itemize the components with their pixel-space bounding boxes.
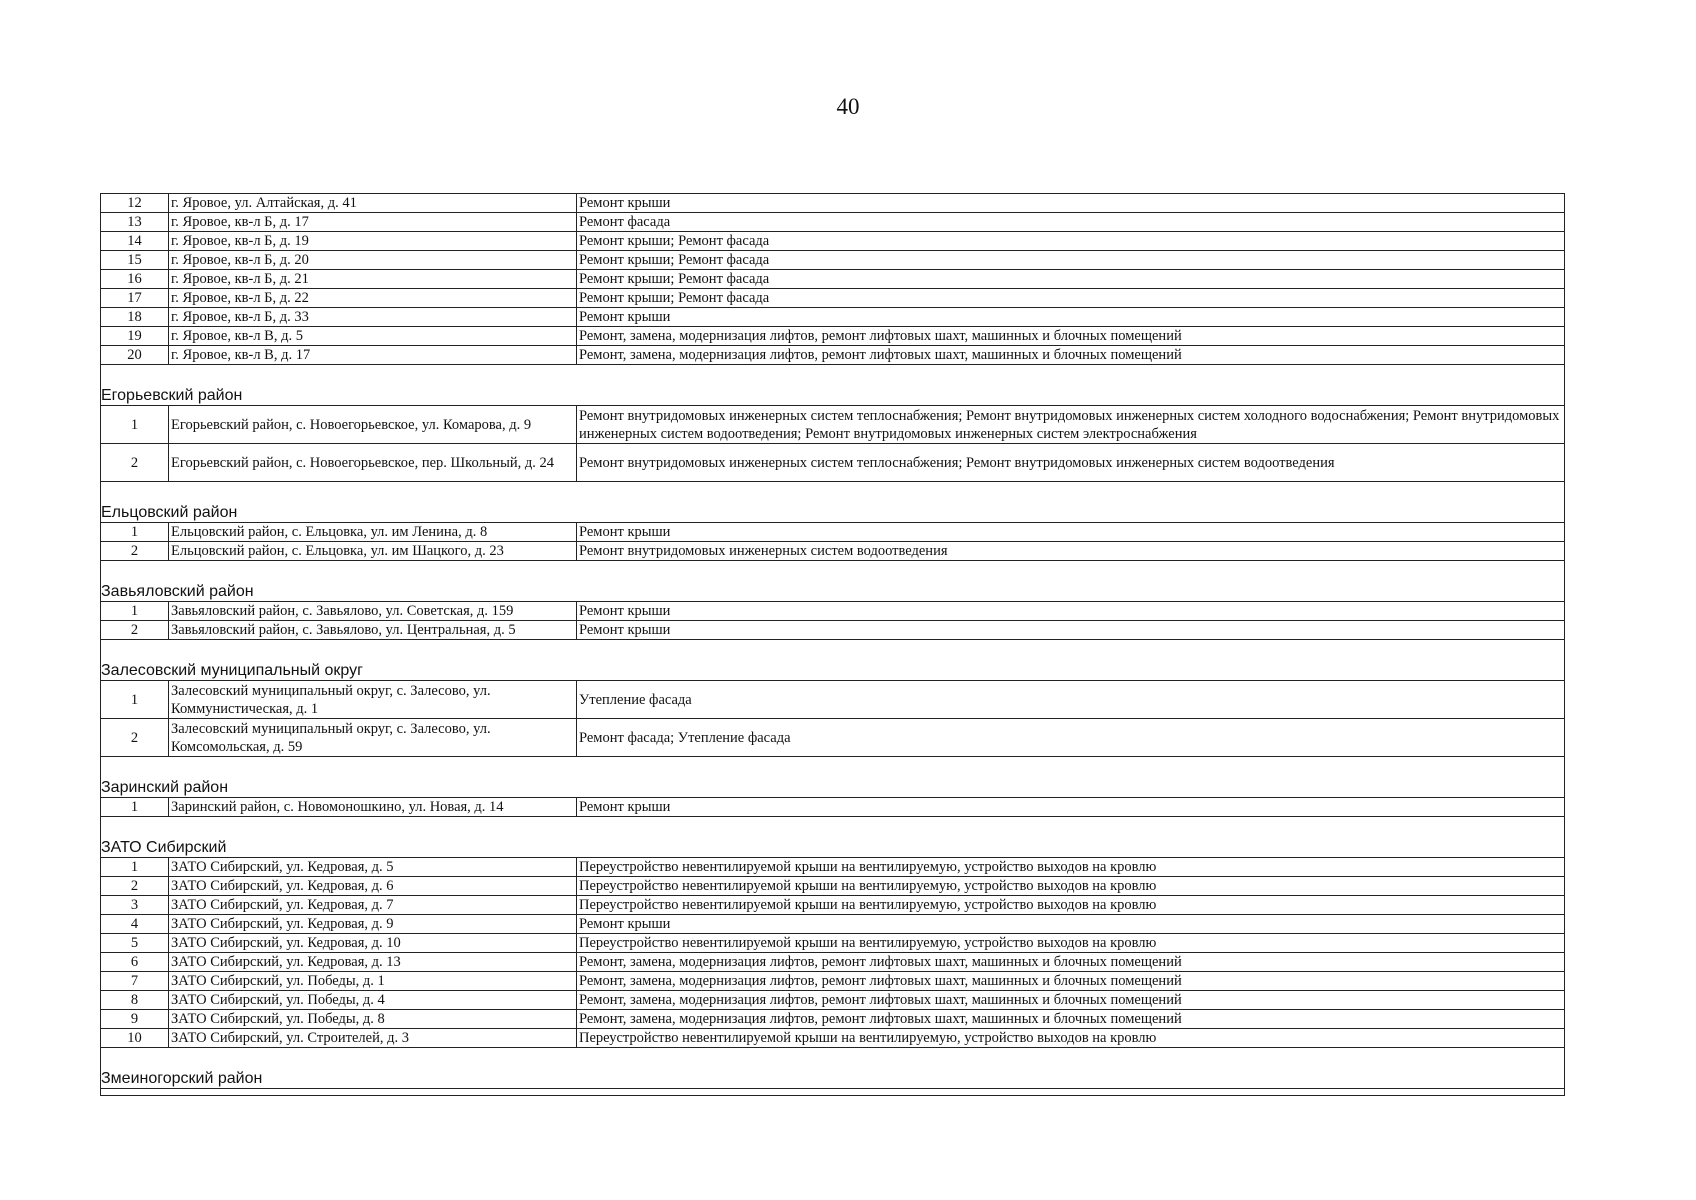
table-row [101, 289, 1565, 308]
row-address: ЗАТО Сибирский, ул. Кедровая, д. 5 [169, 858, 577, 877]
table-row [101, 877, 1565, 896]
spacer-cell [101, 1048, 1565, 1069]
table-row [101, 251, 1565, 270]
section-heading: ЗАТО Сибирский [101, 837, 1565, 858]
section-heading: Змеиногорский район [101, 1068, 1565, 1089]
row-address: ЗАТО Сибирский, ул. Кедровая, д. 6 [169, 877, 577, 896]
spacer-cell [101, 757, 1565, 778]
spacer-cell [101, 365, 1565, 386]
row-address: ЗАТО Сибирский, ул. Строителей, д. 3 [169, 1029, 577, 1048]
table-row [101, 194, 1565, 213]
row-address: ЗАТО Сибирский, ул. Кедровая, д. 13 [169, 953, 577, 972]
row-work-type: Ремонт крыши [577, 194, 1565, 213]
row-address: Егорьевский район, с. Новоегорьевское, пер. Школьный, д. 24 [169, 444, 577, 482]
row-work-type: Ремонт, замена, модернизация лифтов, ремонт лифтовых шахт, машинных и блочных помещений [577, 346, 1565, 365]
section-spacer [101, 482, 1565, 503]
section-spacer [101, 1048, 1565, 1069]
row-work-type: Ремонт крыши; Ремонт фасада [577, 251, 1565, 270]
row-number: 1 [101, 798, 169, 817]
row-number: 14 [101, 232, 169, 251]
row-work-type: Ремонт крыши; Ремонт фасада [577, 289, 1565, 308]
row-number: 12 [101, 194, 169, 213]
table-row [101, 1029, 1565, 1048]
table-row [101, 991, 1565, 1010]
table-row [101, 934, 1565, 953]
row-work-type: Переустройство невентилируемой крыши на вентилируемую, устройство выходов на кровлю [577, 877, 1565, 896]
table-end-row [101, 1089, 1565, 1096]
table-row [101, 308, 1565, 327]
repair-list-table [100, 193, 1565, 1096]
row-address: Залесовский муниципальный округ, с. Залесово, ул. Коммунистическая, д. 1 [169, 681, 577, 719]
row-address: ЗАТО Сибирский, ул. Победы, д. 1 [169, 972, 577, 991]
table-row [101, 406, 1565, 444]
table-body [101, 194, 1565, 1096]
section-heading-row [101, 385, 1565, 406]
row-number: 2 [101, 877, 169, 896]
row-number: 1 [101, 602, 169, 621]
row-address: Ельцовский район, с. Ельцовка, ул. им Ленина, д. 8 [169, 523, 577, 542]
row-address: г. Яровое, кв-л Б, д. 33 [169, 308, 577, 327]
row-address: г. Яровое, кв-л Б, д. 20 [169, 251, 577, 270]
row-address: г. Яровое, кв-л В, д. 5 [169, 327, 577, 346]
row-address: ЗАТО Сибирский, ул. Победы, д. 8 [169, 1010, 577, 1029]
row-work-type: Ремонт внутридомовых инженерных систем водоотведения [577, 542, 1565, 561]
section-heading-row [101, 1068, 1565, 1089]
row-work-type: Ремонт, замена, модернизация лифтов, ремонт лифтовых шахт, машинных и блочных помещений [577, 991, 1565, 1010]
section-heading: Залесовский муниципальный округ [101, 660, 1565, 681]
row-address: г. Яровое, кв-л Б, д. 21 [169, 270, 577, 289]
row-work-type: Ремонт крыши [577, 621, 1565, 640]
row-address: Завьяловский район, с. Завьялово, ул. Центральная, д. 5 [169, 621, 577, 640]
row-work-type: Ремонт, замена, модернизация лифтов, ремонт лифтовых шахт, машинных и блочных помещений [577, 1010, 1565, 1029]
page-number: 40 [836, 94, 860, 119]
section-heading-row [101, 502, 1565, 523]
row-address: г. Яровое, кв-л В, д. 17 [169, 346, 577, 365]
row-address: ЗАТО Сибирский, ул. Кедровая, д. 10 [169, 934, 577, 953]
row-number: 19 [101, 327, 169, 346]
row-number: 8 [101, 991, 169, 1010]
table-row [101, 213, 1565, 232]
row-number: 4 [101, 915, 169, 934]
row-number: 20 [101, 346, 169, 365]
row-number: 1 [101, 681, 169, 719]
table-row [101, 972, 1565, 991]
row-number: 15 [101, 251, 169, 270]
table-row [101, 346, 1565, 365]
row-work-type: Переустройство невентилируемой крыши на вентилируемую, устройство выходов на кровлю [577, 858, 1565, 877]
section-heading: Заринский район [101, 777, 1565, 798]
row-address: ЗАТО Сибирский, ул. Победы, д. 4 [169, 991, 577, 1010]
table-row [101, 327, 1565, 346]
row-work-type: Ремонт крыши; Ремонт фасада [577, 232, 1565, 251]
row-number: 2 [101, 719, 169, 757]
table-row [101, 444, 1565, 482]
row-work-type: Переустройство невентилируемой крыши на вентилируемую, устройство выходов на кровлю [577, 896, 1565, 915]
row-work-type: Ремонт крыши [577, 523, 1565, 542]
row-number: 2 [101, 444, 169, 482]
row-number: 18 [101, 308, 169, 327]
row-address: г. Яровое, ул. Алтайская, д. 41 [169, 194, 577, 213]
row-number: 7 [101, 972, 169, 991]
row-work-type: Ремонт крыши [577, 308, 1565, 327]
table-row [101, 896, 1565, 915]
row-number: 1 [101, 406, 169, 444]
section-spacer [101, 640, 1565, 661]
section-heading: Ельцовский район [101, 502, 1565, 523]
row-address: Залесовский муниципальный округ, с. Залесово, ул. Комсомольская, д. 59 [169, 719, 577, 757]
row-number: 6 [101, 953, 169, 972]
table-row [101, 719, 1565, 757]
row-work-type: Утепление фасада [577, 681, 1565, 719]
section-spacer [101, 561, 1565, 582]
row-work-type: Ремонт фасада; Утепление фасада [577, 719, 1565, 757]
row-address: Егорьевский район, с. Новоегорьевское, ул. Комарова, д. 9 [169, 406, 577, 444]
row-work-type: Переустройство невентилируемой крыши на вентилируемую, устройство выходов на кровлю [577, 934, 1565, 953]
spacer-cell [101, 817, 1565, 838]
row-address: г. Яровое, кв-л Б, д. 22 [169, 289, 577, 308]
row-work-type: Переустройство невентилируемой крыши на вентилируемую, устройство выходов на кровлю [577, 1029, 1565, 1048]
row-work-type: Ремонт, замена, модернизация лифтов, ремонт лифтовых шахт, машинных и блочных помещений [577, 327, 1565, 346]
row-address: ЗАТО Сибирский, ул. Кедровая, д. 7 [169, 896, 577, 915]
row-number: 1 [101, 523, 169, 542]
table-row [101, 1010, 1565, 1029]
table-row [101, 270, 1565, 289]
table-row [101, 542, 1565, 561]
table-row [101, 602, 1565, 621]
section-heading-row [101, 581, 1565, 602]
row-address: ЗАТО Сибирский, ул. Кедровая, д. 9 [169, 915, 577, 934]
row-address: Ельцовский район, с. Ельцовка, ул. им Шацкого, д. 23 [169, 542, 577, 561]
row-number: 5 [101, 934, 169, 953]
row-work-type: Ремонт, замена, модернизация лифтов, ремонт лифтовых шахт, машинных и блочных помещений [577, 953, 1565, 972]
row-number: 2 [101, 621, 169, 640]
row-number: 3 [101, 896, 169, 915]
table-row [101, 953, 1565, 972]
row-work-type: Ремонт крыши; Ремонт фасада [577, 270, 1565, 289]
row-address: Заринский район, с. Новомоношкино, ул. Новая, д. 14 [169, 798, 577, 817]
row-number: 10 [101, 1029, 169, 1048]
row-work-type: Ремонт крыши [577, 602, 1565, 621]
section-heading: Егорьевский район [101, 385, 1565, 406]
table-row [101, 858, 1565, 877]
section-heading-row [101, 777, 1565, 798]
row-address: Завьяловский район, с. Завьялово, ул. Советская, д. 159 [169, 602, 577, 621]
row-number: 2 [101, 542, 169, 561]
row-number: 1 [101, 858, 169, 877]
table-row [101, 232, 1565, 251]
section-spacer [101, 817, 1565, 838]
table-row [101, 798, 1565, 817]
row-work-type: Ремонт, замена, модернизация лифтов, ремонт лифтовых шахт, машинных и блочных помещений [577, 972, 1565, 991]
spacer-cell [101, 482, 1565, 503]
table-row [101, 523, 1565, 542]
row-address: г. Яровое, кв-л Б, д. 19 [169, 232, 577, 251]
row-number: 17 [101, 289, 169, 308]
spacer-cell [101, 640, 1565, 661]
row-work-type: Ремонт крыши [577, 798, 1565, 817]
end-cell [101, 1089, 1565, 1096]
row-number: 13 [101, 213, 169, 232]
spacer-cell [101, 561, 1565, 582]
row-work-type: Ремонт внутридомовых инженерных систем теплоснабжения; Ремонт внутридомовых инженерных систем холодного водоснабжения; Ремонт внутридомовых инженерных систем водоотведения; Ремонт внутридомовых инженерных систем электроснабжения [577, 406, 1565, 444]
table-row [101, 915, 1565, 934]
row-work-type: Ремонт внутридомовых инженерных систем теплоснабжения; Ремонт внутридомовых инженерных систем водоотведения [577, 444, 1565, 482]
table-row [101, 681, 1565, 719]
section-spacer [101, 365, 1565, 386]
section-heading: Завьяловский район [101, 581, 1565, 602]
section-spacer [101, 757, 1565, 778]
section-heading-row [101, 837, 1565, 858]
row-number: 9 [101, 1010, 169, 1029]
row-number: 16 [101, 270, 169, 289]
row-work-type: Ремонт крыши [577, 915, 1565, 934]
row-address: г. Яровое, кв-л Б, д. 17 [169, 213, 577, 232]
row-work-type: Ремонт фасада [577, 213, 1565, 232]
table-row [101, 621, 1565, 640]
section-heading-row [101, 660, 1565, 681]
